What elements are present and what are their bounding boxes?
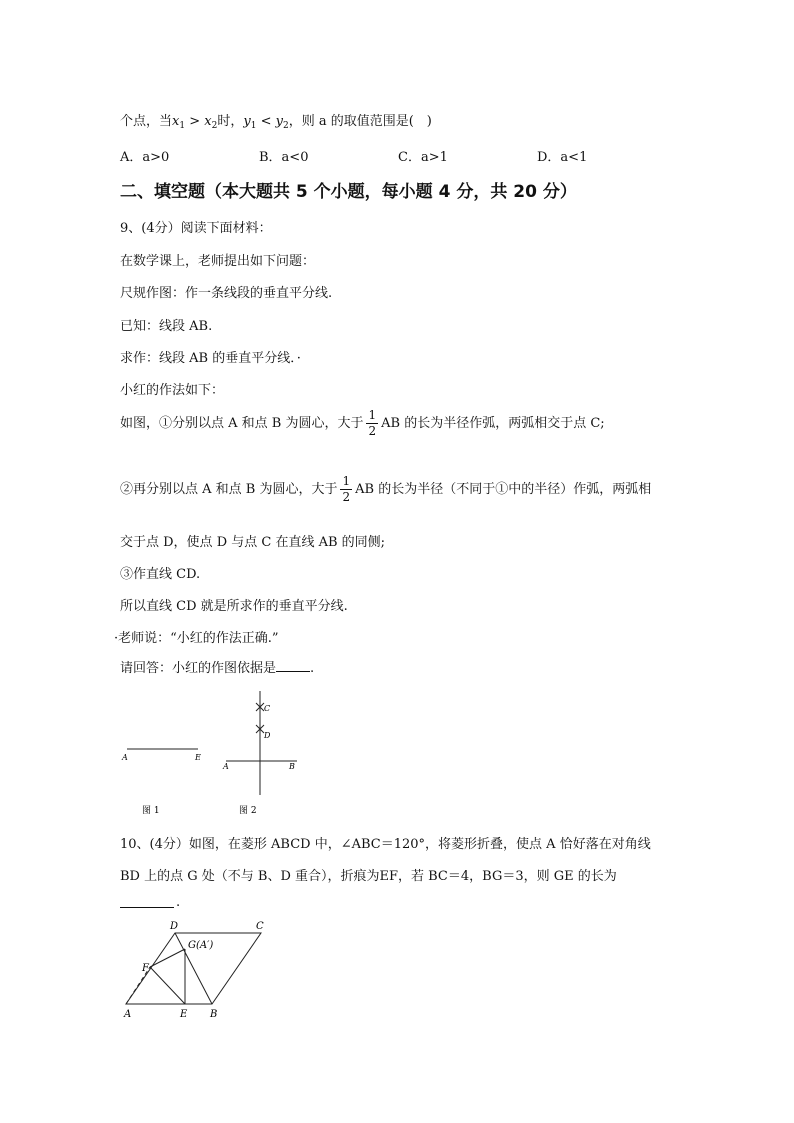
q10-line-1: 10、(4分）如图，在菱形 ABCD 中，∠ABC＝120°，将菱形折叠，使点 A 恰好落在对角线 — [120, 837, 651, 852]
q10-answer-blank — [120, 907, 174, 908]
fraction-numerator: 1 — [368, 408, 377, 422]
label-f: F — [142, 963, 149, 974]
q9-step-2-cont: 交于点 D，使点 D 与点 C 在直线 AB 的同侧; — [120, 535, 386, 550]
step2-text-a: ②再分别以点 A 和点 B 为圆心，大于 — [120, 482, 338, 497]
label-e: E — [180, 1009, 188, 1020]
label-g: G(A′) — [188, 940, 214, 951]
q9-line-2: 尺规作图：作一条线段的垂直平分线. — [120, 286, 333, 301]
option-d: D．a<1 — [537, 150, 588, 165]
fig2-caption: 图 2 — [239, 806, 257, 816]
q9-line-3: 已知：线段 AB. — [120, 319, 213, 334]
ask-end: . — [310, 661, 315, 676]
q9-line-4: 求作：线段 AB 的垂直平分线．· — [120, 351, 301, 366]
fig1-label-a: A — [122, 753, 128, 762]
q10-rhombus-figure — [118, 915, 278, 1025]
label-b: B — [210, 1009, 218, 1020]
fig2-label-b: B — [289, 762, 295, 771]
step2-text-b: AB 的长为半径（不同于①中的半径）作弧，两弧相 — [355, 482, 652, 497]
crease-ef — [150, 967, 185, 1004]
q9-step-1 — [120, 408, 605, 439]
option-a: A．a>0 — [120, 150, 170, 165]
label-a: A — [124, 1009, 132, 1020]
ask-text: 请回答：小红的作图依据是 — [120, 661, 277, 676]
figure-2 — [222, 691, 297, 816]
q9-teacher: ·老师说：“小红的作法正确.” — [114, 631, 279, 646]
x2-var: x — [204, 114, 212, 129]
answer-blank — [276, 659, 310, 672]
fig2-label-d: D — [264, 731, 271, 740]
fraction-numerator: 1 — [342, 474, 351, 488]
figure-1 — [121, 749, 201, 816]
lt-sign: < — [256, 114, 276, 129]
q9-step-3: ③作直线 CD. — [120, 567, 201, 582]
q8-text-c: ，则 a 的取值范围是( ) — [288, 114, 432, 129]
fig2-label-c: C — [264, 704, 271, 713]
step1-text-b: AB 的长为半径作弧，两弧相交于点 C; — [381, 416, 605, 431]
x2-sub: 2 — [211, 121, 218, 131]
q8-text-a: 个点，当 — [120, 114, 173, 129]
option-c: C．a>1 — [398, 150, 448, 165]
half-fraction — [366, 408, 378, 439]
step1-text-a: 如图，①分别以点 A 和点 B 为圆心，大于 — [120, 416, 364, 431]
fraction-denominator: 2 — [368, 424, 377, 438]
q9-step-2 — [120, 474, 651, 505]
y1-var: y — [243, 114, 251, 129]
y1-sub: 1 — [250, 121, 257, 131]
q9-line-1: 在数学课上，老师提出如下问题： — [120, 254, 316, 269]
y2-sub: 2 — [282, 121, 289, 131]
q8-condition-line — [120, 110, 432, 131]
q9-ask — [120, 657, 314, 676]
x1-var: x — [172, 114, 180, 129]
segment-fg — [150, 949, 185, 967]
x1-sub: 1 — [179, 121, 186, 131]
label-c: C — [256, 921, 264, 932]
q9-header: 9、(4分）阅读下面材料： — [120, 221, 272, 236]
q9-line-5: 小红的作法如下： — [120, 383, 225, 398]
y2-var: y — [275, 114, 283, 129]
q9-conclusion: 所以直线 CD 就是所求作的垂直平分线. — [120, 599, 348, 614]
fig1-label-e: E — [195, 753, 201, 762]
q10-line-2: BD 上的点 G 处（不与 B、D 重合），折痕为EF，若 BC＝4，BG＝3，则 GE 的长为 — [120, 869, 617, 884]
q8-text-b: 时， — [217, 114, 244, 129]
section-heading: 二、填空题（本大题共 5 个小题，每小题 4 分，共 20 分） — [120, 182, 577, 202]
fig1-caption: 图 1 — [142, 806, 160, 816]
gt-sign: > — [185, 114, 205, 129]
label-d: D — [170, 921, 179, 932]
fig2-label-a: A — [223, 762, 229, 771]
option-b: B．a<0 — [259, 150, 309, 165]
q10-line-end: . — [176, 895, 181, 910]
fraction-denominator: 2 — [342, 490, 351, 504]
half-fraction — [340, 474, 352, 505]
q9-figures — [110, 685, 320, 820]
